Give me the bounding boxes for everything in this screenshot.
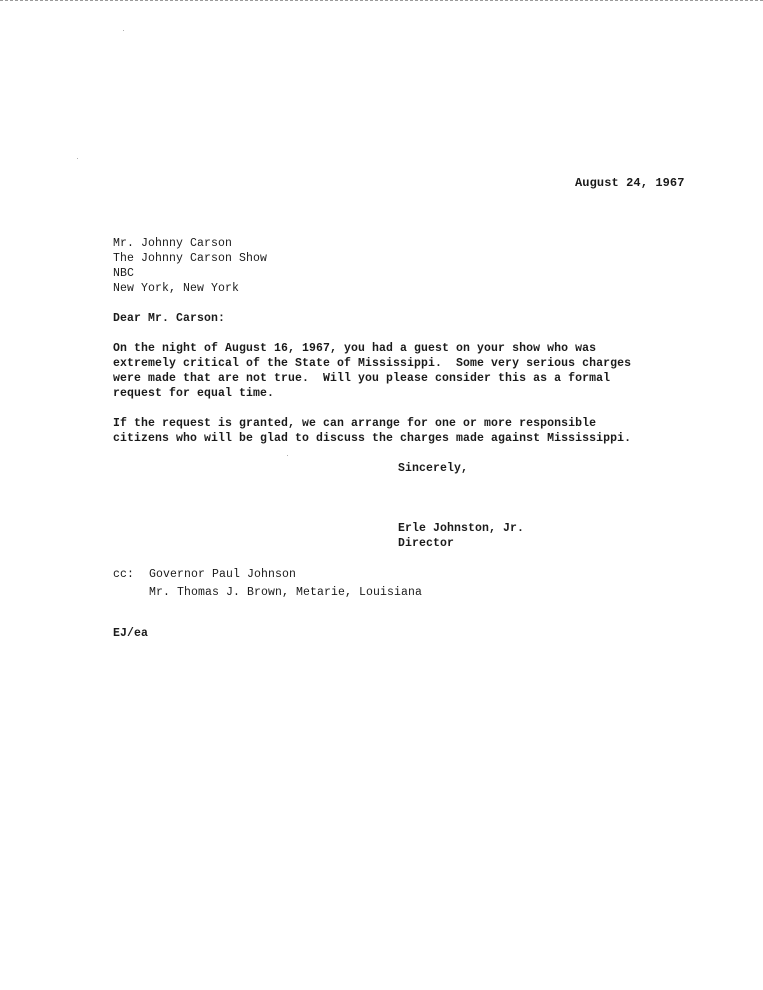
scan-speck <box>287 455 288 456</box>
cc-recipient: Governor Paul Johnson <box>149 568 297 581</box>
signer-name: Erle Johnston, Jr. <box>398 522 525 535</box>
scan-speck <box>123 30 124 31</box>
paragraph-line: If the request is granted, we can arrange for one or more responsible <box>113 417 597 430</box>
page-top-edge <box>0 0 763 1</box>
paragraph-line: On the night of August 16, 1967, you had a guest on your show who was <box>113 342 597 355</box>
cc-recipient: Mr. Thomas J. Brown, Metarie, Louisiana <box>149 586 423 599</box>
salutation: Dear Mr. Carson: <box>113 312 226 325</box>
recipient-line: The Johnny Carson Show <box>113 252 268 265</box>
recipient-line: Mr. Johnny Carson <box>113 237 233 250</box>
recipient-line: New York, New York <box>113 282 240 295</box>
paragraph-line: were made that are not true. Will you please consider this as a formal <box>113 372 611 385</box>
scan-speck <box>77 158 78 159</box>
signer-title: Director <box>398 537 455 550</box>
paragraph-line: citizens who will be glad to discuss the charges made against Mississippi. <box>113 432 632 445</box>
recipient-line: NBC <box>113 267 135 280</box>
letter-date: August 24, 1967 <box>575 176 685 190</box>
paragraph-line: extremely critical of the State of Mississippi. Some very serious charges <box>113 357 632 370</box>
reference-initials: EJ/ea <box>113 627 149 640</box>
closing: Sincerely, <box>398 462 469 475</box>
cc-label: cc: <box>113 568 135 581</box>
paragraph-line: request for equal time. <box>113 387 275 400</box>
